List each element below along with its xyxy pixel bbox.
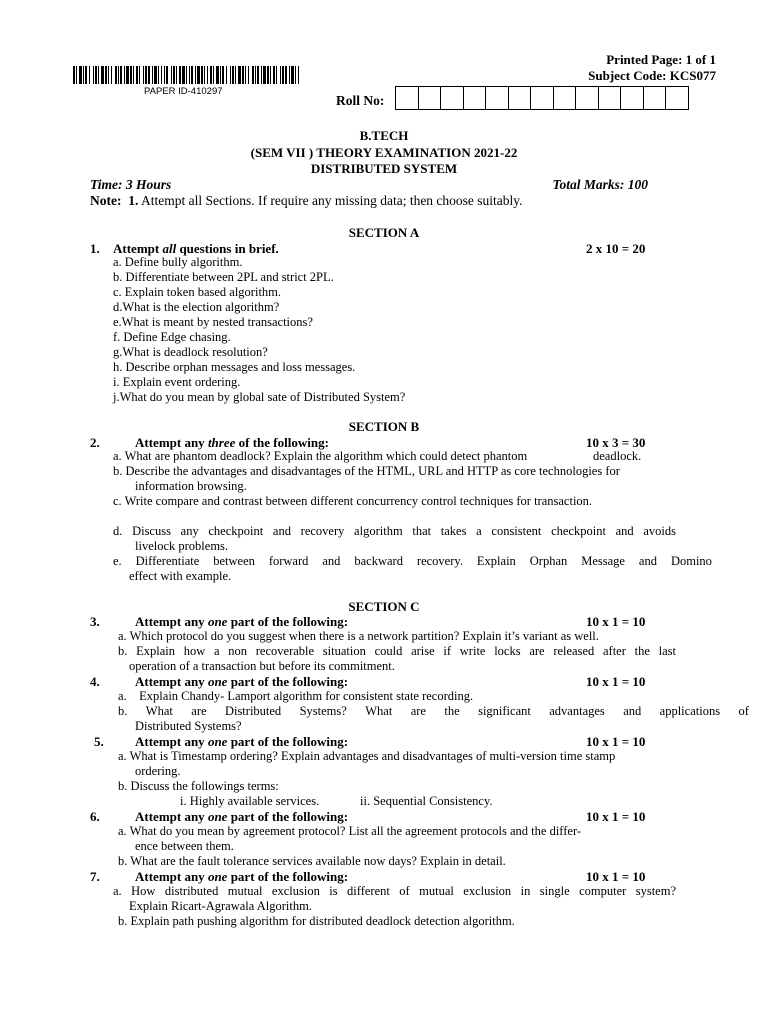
roll-no-label: Roll No: — [336, 93, 385, 108]
roll-no-box — [418, 86, 442, 110]
exam-title: (SEM VII ) THEORY EXAMINATION 2021-22 — [250, 145, 518, 160]
question-marks: 10 x 3 = 30 — [586, 435, 646, 450]
list-item: b. What are the fault tolerance services available now days? Explain in detail. — [118, 854, 506, 868]
question-marks: 10 x 1 = 10 — [586, 734, 646, 749]
printed-page: Printed Page: 1 of 1 — [606, 52, 716, 67]
word: forward — [268, 554, 309, 568]
word: between — [213, 554, 255, 568]
question-number: 1. — [90, 241, 100, 256]
list-item: b. Differentiate between 2PL and strict 2PL. — [113, 270, 334, 284]
question-number: 2. — [90, 435, 100, 450]
subject-code: Subject Code: KCS077 — [588, 68, 716, 83]
roll-no-box — [575, 86, 599, 110]
roll-no-box — [395, 86, 419, 110]
word: Systems? — [299, 704, 347, 718]
list-item-continuation: operation of a transaction but before its commitment. — [129, 659, 395, 673]
list-item-continuation: ordering. — [135, 764, 181, 778]
question-heading: Attempt any one part of the following: — [135, 869, 349, 884]
word: backward — [354, 554, 403, 568]
roll-no-box — [598, 86, 622, 110]
list-item — [113, 554, 712, 569]
section-a-title: SECTION A — [348, 225, 420, 240]
list-item: h. Describe orphan messages and loss messages. — [113, 360, 356, 374]
list-item: g.What is deadlock resolution? — [113, 345, 268, 359]
word: and — [322, 554, 341, 568]
word: Domino — [670, 554, 712, 568]
question-marks: 10 x 1 = 10 — [586, 809, 646, 824]
roll-no-box — [665, 86, 689, 110]
roll-no-box — [508, 86, 532, 110]
list-item: b. Explain path pushing algorithm for distributed deadlock detection algorithm. — [118, 914, 515, 928]
list-item: b. Describe the advantages and disadvantages of the HTML, URL and HTTP as core technologies for — [113, 464, 620, 478]
list-item-continuation: deadlock. — [593, 449, 642, 463]
word: Distributed — [224, 704, 282, 718]
question-marks: 10 x 1 = 10 — [586, 674, 646, 689]
word: are — [410, 704, 426, 718]
list-item: a. Which protocol do you suggest when there is a network partition? Explain it’s variant as well. — [118, 629, 599, 643]
note-label: Note: — [90, 193, 122, 208]
barcode — [73, 66, 303, 84]
list-item-continuation: Distributed Systems? — [135, 719, 242, 733]
word: b. — [118, 704, 128, 718]
word: Orphan — [529, 554, 568, 568]
degree-title: B.TECH — [359, 128, 409, 143]
list-item: j.What do you mean by global sate of Distributed System? — [113, 390, 406, 404]
word: What — [365, 704, 393, 718]
word: significant — [478, 704, 531, 718]
question-heading: Attempt any one part of the following: — [135, 809, 349, 824]
list-item: c. Explain token based algorithm. — [113, 285, 282, 299]
question-number: 4. — [90, 674, 100, 689]
list-item: f. Define Edge chasing. — [113, 330, 231, 344]
list-item: b. Explain how a non recoverable situation could arise if write locks are released after the last — [118, 644, 676, 658]
list-item-continuation: Explain Ricart-Agrawala Algorithm. — [129, 899, 312, 913]
question-marks: 10 x 1 = 10 — [586, 869, 646, 884]
question-heading: Attempt any one part of the following: — [135, 614, 349, 629]
roll-no-box — [530, 86, 554, 110]
note-number: 1. — [128, 193, 139, 208]
note-text: Attempt all Sections. If require any missing data; then choose suitably. — [141, 193, 523, 208]
word: the — [444, 704, 460, 718]
roll-no-box — [440, 86, 464, 110]
question-heading: Attempt all questions in brief. — [113, 241, 279, 256]
word: of — [738, 704, 749, 718]
question-marks: 2 x 10 = 20 — [586, 241, 646, 256]
word: and — [638, 554, 657, 568]
roll-no-box — [485, 86, 509, 110]
total-marks: Total Marks: 100 — [552, 177, 648, 192]
question-heading: Attempt any one part of the following: — [135, 734, 349, 749]
roll-no-box — [553, 86, 577, 110]
sub-item: ii. Sequential Consistency. — [360, 794, 493, 808]
note — [90, 193, 523, 208]
question-number: 7. — [90, 869, 100, 884]
roll-no-box — [463, 86, 487, 110]
sub-item: i. Highly available services. — [180, 794, 320, 808]
word: e. — [113, 554, 122, 568]
list-item-continuation: livelock problems. — [135, 539, 229, 553]
word: applications — [659, 704, 721, 718]
list-item: a. What is Timestamp ordering? Explain advantages and disadvantages of multi-version time stamp — [118, 749, 616, 763]
list-item: a. How distributed mutual exclusion is different of mutual exclusion in single computer system? — [113, 884, 676, 898]
question-number: 3. — [90, 614, 100, 629]
list-item-continuation: ence between them. — [135, 839, 234, 853]
question-marks: 10 x 1 = 10 — [586, 614, 646, 629]
word: Message — [581, 554, 625, 568]
word: and — [623, 704, 642, 718]
question-number: 5. — [94, 734, 104, 749]
subject-title: DISTRIBUTED SYSTEM — [310, 161, 458, 176]
list-item-continuation: effect with example. — [129, 569, 232, 583]
roll-no-box — [643, 86, 667, 110]
list-item: i. Explain event ordering. — [113, 375, 241, 389]
list-item: d.What is the election algorithm? — [113, 300, 280, 314]
roll-no-boxes — [396, 86, 689, 110]
section-b-title: SECTION B — [348, 419, 420, 434]
list-item — [118, 704, 749, 719]
roll-no-box — [620, 86, 644, 110]
word: recovery. — [416, 554, 463, 568]
question-heading: Attempt any three of the following: — [135, 435, 329, 450]
list-item: a. What are phantom deadlock? Explain the algorithm which could detect phantom — [113, 449, 528, 463]
list-item: a. Explain Chandy- Lamport algorithm for consistent state recording. — [118, 689, 474, 703]
list-item: b. Discuss the followings terms: — [118, 779, 279, 793]
list-item-continuation: information browsing. — [135, 479, 247, 493]
word: What — [145, 704, 173, 718]
time-allowed: Time: 3 Hours — [90, 177, 172, 192]
question-heading: Attempt any one part of the following: — [135, 674, 349, 689]
word: are — [191, 704, 207, 718]
list-item: a. Define bully algorithm. — [113, 255, 243, 269]
word: advantages — [549, 704, 605, 718]
list-item: d. Discuss any checkpoint and recovery algorithm that takes a consistent checkpoint and avoids — [113, 524, 676, 538]
list-item: a. What do you mean by agreement protocol? List all the agreement protocols and the differ- — [118, 824, 582, 838]
question-number: 6. — [90, 809, 100, 824]
section-c-title: SECTION C — [348, 599, 420, 614]
list-item: e.What is meant by nested transactions? — [113, 315, 313, 329]
list-item: c. Write compare and contrast between different concurrency control techniques for transaction. — [113, 494, 593, 508]
paper-id: PAPER ID-410297 — [144, 86, 223, 97]
word: Explain — [476, 554, 516, 568]
word: Differentiate — [135, 554, 200, 568]
